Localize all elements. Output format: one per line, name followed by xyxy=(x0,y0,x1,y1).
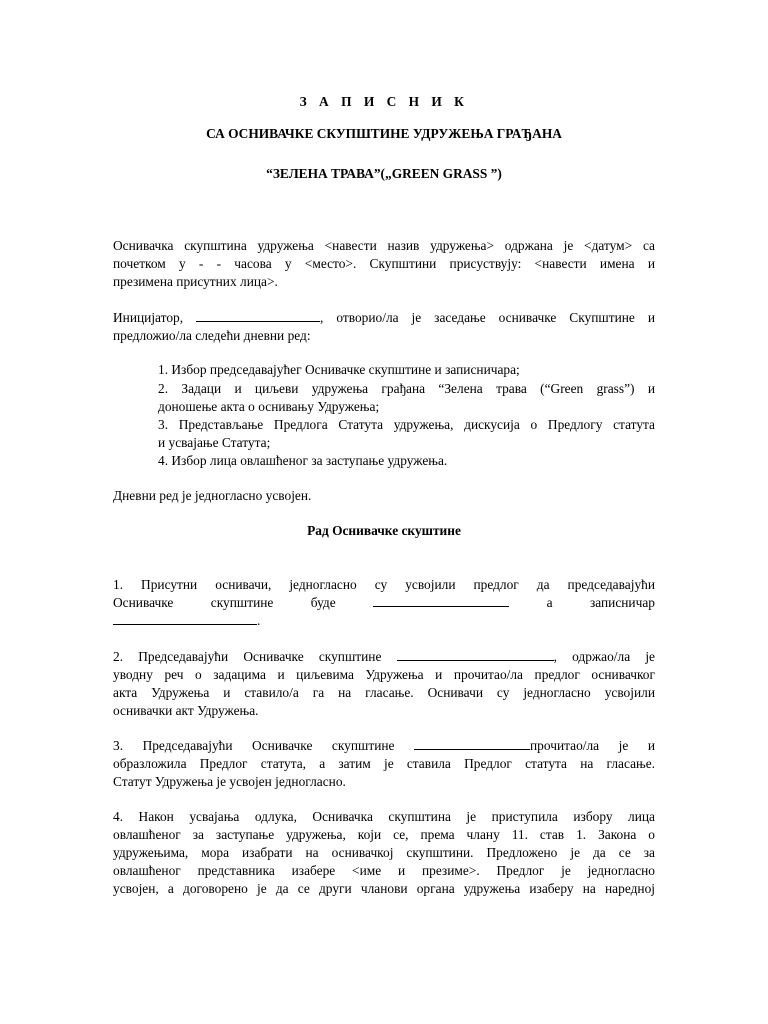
association-name: “ЗЕЛЕНА ТРАВА”(„GREEN GRASS ”) xyxy=(266,166,502,181)
initiator-blank xyxy=(196,309,320,322)
intro-paragraph: Оснивачка скупштина удружења <навести назив удружења> одржана је <датум> са почетком у - - часова у <место>. Скупштини присуствују: <навести имена и презимена присутних лица>. xyxy=(113,238,655,289)
chairperson-blank-2 xyxy=(397,648,554,661)
paragraph-4: 4. Након усвајања одлука, Оснивачка скупштина је приступила избору лица овлашћеног за заступање удружења, који се, према члану 11. став 1. Закона о удружењима, мора изабрати на оснивачкој скупштини. Предложено је да се за овлашћеног представника изабере <име и презиме>. Предлог је једногласно усвојен, а договорено је да се други чланови органа удружења изаберу на наредној xyxy=(113,809,655,896)
agenda-item-3: 3. Представљање Предлога Статута удружења, дискусија о Предлогу статута и усвајање Статута; xyxy=(158,417,655,450)
agenda-item-1: 1. Избор председавајућег Оснивачке скупштине и записничара; xyxy=(158,362,520,377)
agenda-item-4: 4. Избор лица овлашћеног за заступање удружења. xyxy=(158,453,448,468)
agenda-item-2: 2. Задаци и циљеви удружења грађана “Зелена трава (“Green grass”) и доношење акта о оснивању Удружења; xyxy=(158,381,655,414)
agenda-adopted: Дневни ред је једногласно усвојен. xyxy=(113,488,312,503)
chairperson-blank xyxy=(373,594,509,607)
paragraph-1: 1. Присутни оснивачи, једногласно су усвојили предлог да председавајући Оснивачке скупштине буде а записничар . xyxy=(113,577,655,628)
section-title: Рад Оснивачке скуштине xyxy=(307,523,461,538)
initiator-paragraph: Иницијатор, , отворио/ла је заседање оснивачке Скупштине и предложио/ла следећи дневни ред: xyxy=(113,310,655,343)
document-subtitle: СА ОСНИВАЧКЕ СКУПШТИНЕ УДРУЖЕЊА ГРАЂАНА xyxy=(206,126,562,141)
paragraph-2: 2. Председавајући Оснивачке скупштине , одржао/ла је уводну реч о задацима и циљевима Удружења и прочитао/ла предлог оснивачког акта Удружења и ставило/а га на гласање. Оснивачи су једногласно усвојили оснивачки акт Удружења. xyxy=(113,649,655,718)
paragraph-3: 3. Председавајући Оснивачке скупштине прочитао/ла је и образложила Предлог статута, а затим је ставила Предлог статута на гласање. Статут Удружења је усвојен једногласно. xyxy=(113,738,655,789)
chairperson-blank-3 xyxy=(414,737,530,750)
document-title: З А П И С Н И К xyxy=(299,94,469,109)
recorder-blank xyxy=(113,612,257,625)
